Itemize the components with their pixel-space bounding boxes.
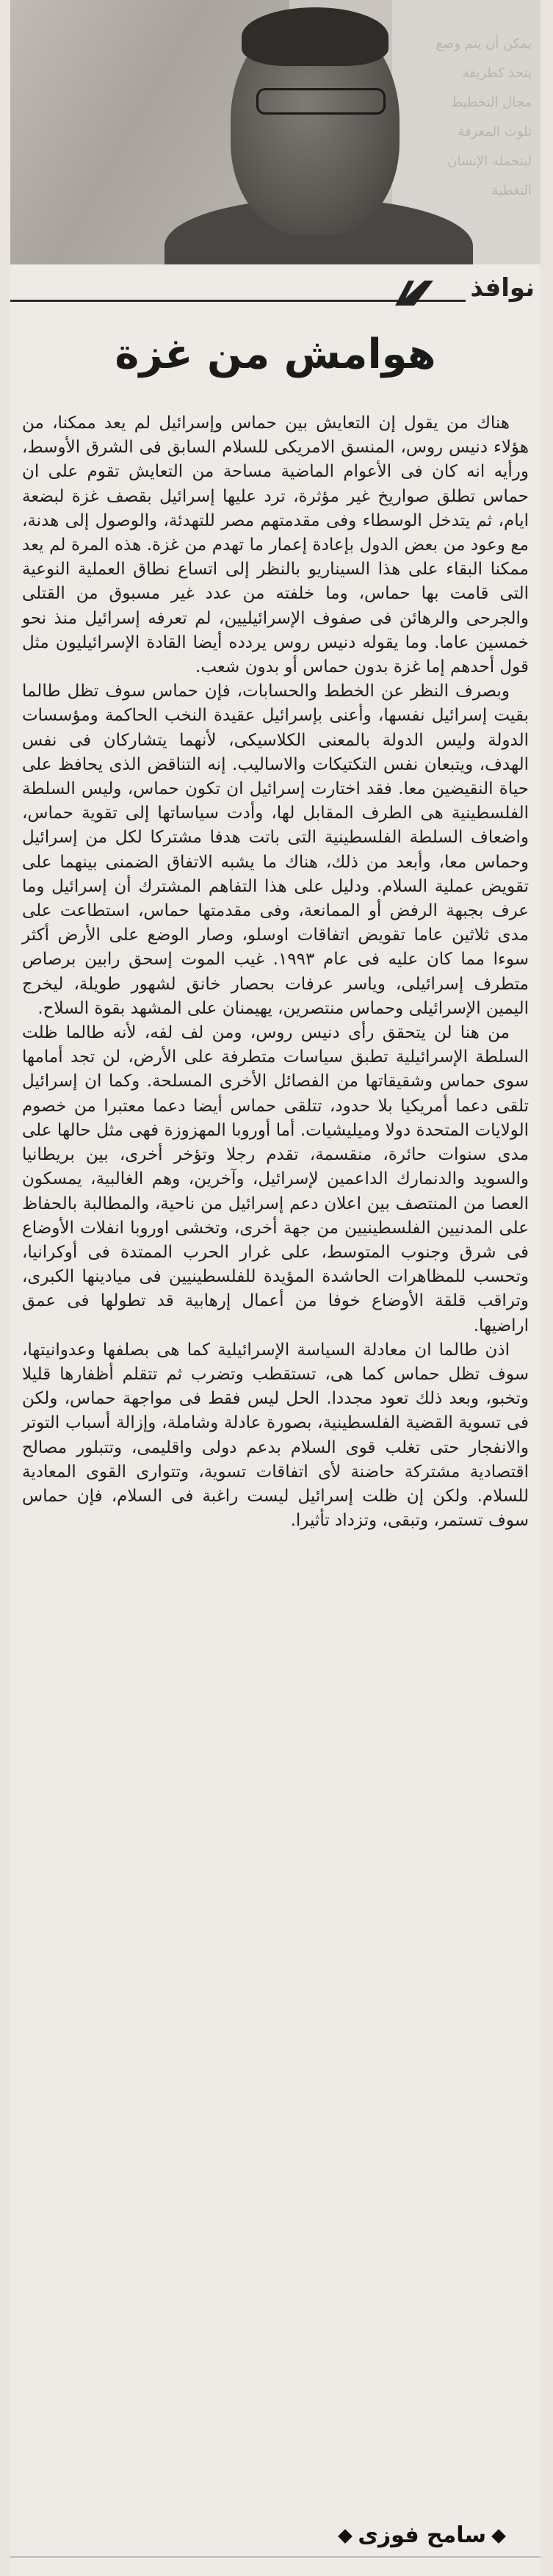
article-paragraph: من هنا لن يتحقق رأى دنيس روس، ومن لف لفه، لأنه طالما ظلت السلطة الإسرائيلية تطبق سياسات متطرفة على الأرض، لن تجد أمامها سوى حماس وشقيقاتها من الفصائل الأخرى المسلحة. وكما ان إسرائيل تلقى دعما أمريكيا بلا حدود، تتلقى حماس أيضا دعما معتبرا من خصوم الولايات المتحدة دولا وميليشيات. أما أوروبا المهزوزة فهى مثل حالها على مدى سنوات حائرة، منقسمة، تقدم رجلا وتؤخر أخرى، بين بريطانيا والسويد والدنمارك الداعمين لإسرائيل، وآخرين، وهم الغالبية، يمسكون العصا من المنتصف بين اعلان دعم إسرائيل من ناحية، والمطالبة بالحفاظ على المدنيين الفلسطينيين من جهة أخرى، وتخشى اوروبا انفلات الأوضاع فى شرق وجنوب المتوسط، على غرار الحرب الممتدة فى أوكرانيا، وتحسب للمظاهرات الحاشدة المؤيدة للفلسطينيين فى ميادينها الكبرى، وتراقب قلقة الأوضاع خوفا من أعمال إرهابية قد تطولها فى عمق اراضيها. bbox=[22, 1023, 529, 1335]
article-body bbox=[22, 411, 529, 1533]
section-label: نوافذ bbox=[470, 273, 535, 303]
section-logo-icon bbox=[392, 276, 436, 309]
portrait-hair bbox=[242, 7, 388, 66]
article-headline: هوامش من غزة bbox=[115, 331, 436, 378]
author-name: سامح فوزى bbox=[358, 2522, 486, 2548]
portrait-glasses bbox=[256, 88, 386, 115]
article-paragraph: وبصرف النظر عن الخطط والحسابات، فإن حماس سوف تظل طالما بقيت إسرائيل نفسها، وأعنى بإسرائيل عقيدة النخب الحاكمة ومؤسسات الدولة وليس الدولة بالمعنى الكلاسيكى، لأنهما يتشاركان فى نفس الهدف، ويتبعان نفس التكتيكات والاساليب. إنه التناقض الذى يحافظ على حياة النقيضين معا. فقد اختارت إسرائيل ان تكون حماس، وليس السلطة الفلسطينية هى الطرف المقابل لها، وأدت سياساتها إلى تقوية حماس، واضعاف السلطة الفلسطينية التى باتت هدفا مشتركا لكل من إسرائيل وحماس معا، وأبعد من ذلك، هناك ما يشبه الاتفاق الضمنى بينهما على تقويض عملية السلام. ودليل على هذا التفاهم المشترك أن إسرائيل وما عرف بجبهة الرفض أو الممانعة، وفى مقدمتها حماس، استطاعت على مدى ثلاثين عاما تقويض اتفاقات اوسلو، وصار الوضع على الأرض أكثر سوءا مما كان عليه فى عام ١٩٩٣. غيب الموت إسحق رابين برصاص متطرف إسرائيلى، وياسر عرفات بحصار خانق لشهور طويلة، ليخرج اليمين الإسرائيلى وحماس منتصرين، يهيمنان على المشهد بقوة السلاح. bbox=[22, 682, 529, 1018]
diamond-icon bbox=[338, 2529, 353, 2544]
photo-faded-text: يمكن أن يتم وضع يتخذ كطريقة مجال التخطيط تلوث المعرفة ليتحمله الإنسان التغطية bbox=[435, 36, 532, 198]
article-paragraph: اذن طالما ان معادلة السياسة الإسرائيلية كما هى بصلفها وعدوانيتها، سوف تظل حماس كما هى، تستقطب وتضرب ثم تتقلم أظفارها قليلا وتخبو، وبعد ذلك تعود مجددا. الحل ليس فقط فى مواجهة حماس، ولكن فى تسوية القضية الفلسطينية، بصورة عادلة وشاملة، وإزالة أسباب التوتر والانفجار حتى تغلب قوى السلام بدعم دولى واقليمى، وتتبلور مصالح اقتصادية مشتركة حاضنة لأى اتفاقات تسوية، وتتوارى القوى المعادية للسلام. ولكن إن ظلت إسرائيل ليست راغبة فى السلام، فإن حماس سوف تستمر، وتبقى، وتزداد تأثيرا. bbox=[22, 1340, 529, 1531]
author-photo bbox=[10, 0, 541, 264]
diamond-icon bbox=[491, 2529, 506, 2544]
article-paragraph: هناك من يقول إن التعايش بين حماس وإسرائيل لم يعد ممكنا، من هؤلاء دنيس روس، المنسق الامريكى للسلام السابق فى الشرق الأوسط، ورأيه انه كان فى الأعوام الماضية مساحة من التعايش تقوم على ان حماس تطلق صواريخ غير مؤثرة، ترد عليها إسرائيل بقصف غزة لبضعة ايام، ثم يتدخل الوسطاء وفى مقدمتهم مصر للتهدئة، والوصول إلى هدنة، مع وعود من بعض الدول بإعادة إعمار ما تهدم من غزة. هذه المرة لم يعد ممكنا البقاء على هذا السيناريو بالنظر إلى اتساع نطاق العملية النوعية التى قامت بها حماس، وما خلفته من عدد غير مسبوق من القتلى والجرحى والرهائن فى صفوف الإسرائيليين، لم تعرفه إسرائيل منذ نحو خمسين عاما. وما يقوله دنيس روس يردده أيضا القادة الإسرائيليون مثل قول أحدهم إما غزة بدون حماس أو بدون شعب. bbox=[22, 414, 529, 677]
section-header bbox=[10, 273, 541, 314]
author-byline bbox=[10, 2518, 541, 2562]
bottom-rule bbox=[10, 2556, 541, 2558]
